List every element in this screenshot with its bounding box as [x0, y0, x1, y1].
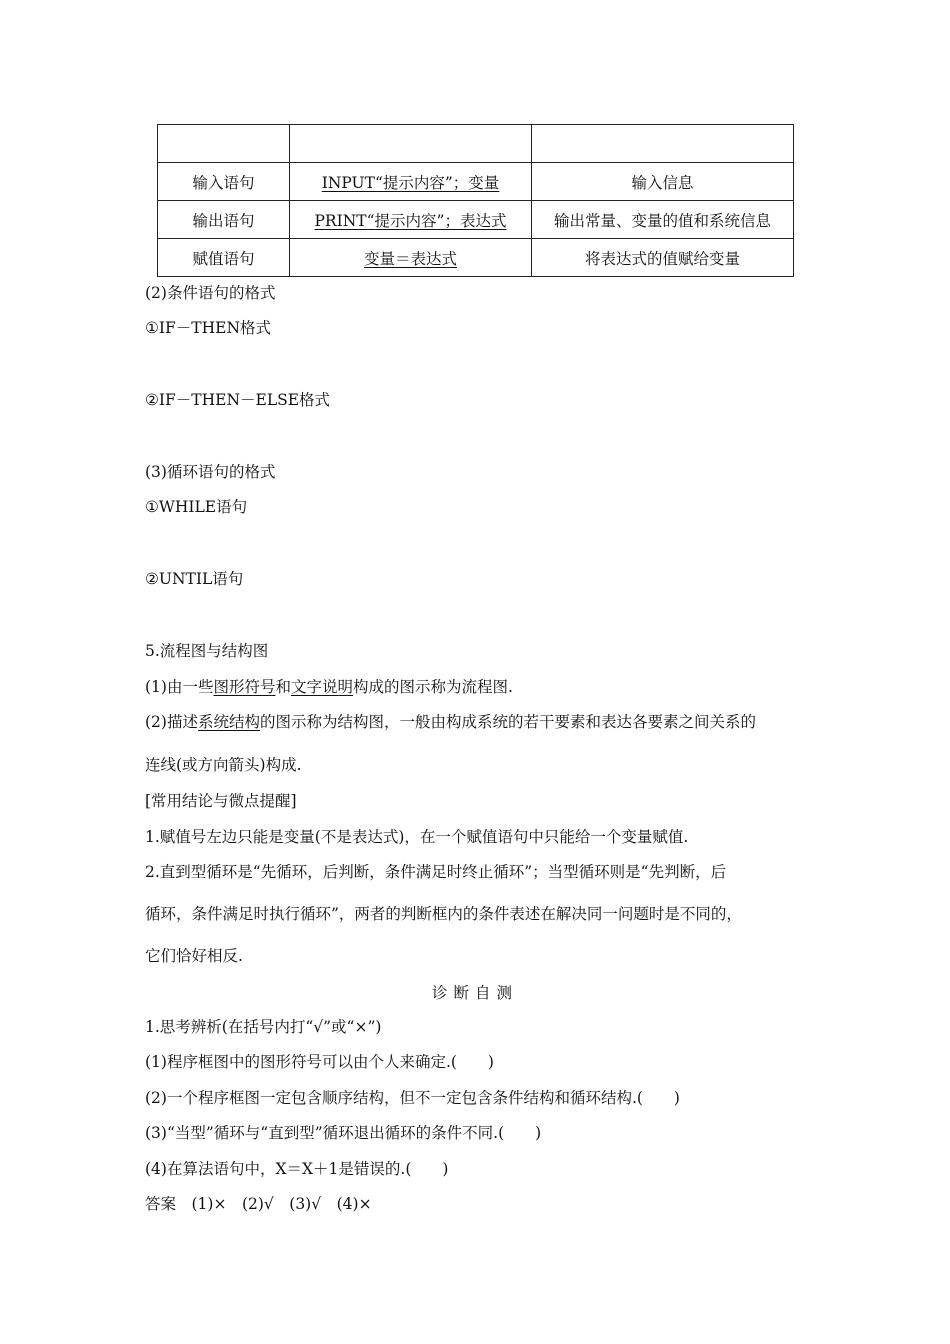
- structure-chart-definition-cont: 连线(或方向箭头)构成.: [145, 756, 302, 774]
- table-row: [158, 239, 794, 277]
- statement-table: [157, 124, 794, 277]
- statement-format: PRINT“提示内容”；表达式: [314, 211, 507, 230]
- header-cell: [158, 125, 290, 163]
- tip-1: 1.赋值号左边只能是变量(不是表达式)，在一个赋值语句中只能给一个变量赋值.: [145, 828, 689, 846]
- loop-item-while: ①WHILE语句: [145, 498, 248, 516]
- header-cell: [290, 125, 532, 163]
- statement-function: 输入信息: [532, 163, 794, 201]
- tips-title: [常用结论与微点提醒]: [145, 792, 297, 810]
- statement-name: 输出语句: [158, 201, 290, 239]
- statement-function: 将表达式的值赋给变量: [532, 239, 794, 277]
- tip-2-line-1: 2.直到型循环是“先循环，后判断，条件满足时终止循环”；当型循环则是“先判断，后: [145, 863, 727, 881]
- table-header-row: [158, 125, 794, 163]
- statement-format: INPUT“提示内容”；变量: [321, 173, 500, 192]
- exercise-title: 1.思考辨析(在括号内打“√”或“×”): [145, 1018, 382, 1036]
- tip-2-line-2: 循环，条件满足时执行循环”，两者的判断框内的条件表述在解决同一问题时是不同的，: [145, 905, 742, 923]
- header-cell: [532, 125, 794, 163]
- table-row: [158, 201, 794, 239]
- answer-line: 答案 (1)× (2)√ (3)√ (4)×: [145, 1195, 372, 1213]
- statement-name: 赋值语句: [158, 239, 290, 277]
- statement-format: 变量＝表达式: [363, 249, 457, 268]
- loop-item-until: ②UNTIL语句: [145, 570, 244, 588]
- exercise-item-1: (1)程序框图中的图形符号可以由个人来确定.( ): [145, 1053, 494, 1071]
- conditional-title: (2)条件语句的格式: [145, 284, 276, 302]
- flowchart-definition: (1)由一些图形符号和文字说明构成的图示称为流程图.: [145, 678, 513, 696]
- exercise-item-2: (2)一个程序框图一定包含顺序结构，但不一定包含条件结构和循环结构.( ): [145, 1089, 680, 1107]
- tip-2-line-3: 它们恰好相反.: [145, 947, 243, 965]
- conditional-item-if-then-else: ②IF－THEN－ELSE格式: [145, 391, 331, 409]
- flowchart-section-title: 5.流程图与结构图: [145, 642, 269, 660]
- statement-name: 输入语句: [158, 163, 290, 201]
- loop-title: (3)循环语句的格式: [145, 463, 276, 481]
- conditional-item-if-then: ①IF－THEN格式: [145, 319, 272, 337]
- exercise-item-3: (3)“当型”循环与“直到型”循环退出循环的条件不同.( ): [145, 1124, 542, 1142]
- statement-function: 输出常量、变量的值和系统信息: [532, 201, 794, 239]
- exercise-item-4: (4)在算法语句中，X＝X＋1是错误的.( ): [145, 1160, 449, 1178]
- table-row: [158, 163, 794, 201]
- structure-chart-definition: (2)描述系统结构的图示称为结构图，一般由构成系统的若干要素和表达各要素之间关系的: [145, 713, 756, 731]
- section-heading: 诊断自测: [431, 984, 518, 1002]
